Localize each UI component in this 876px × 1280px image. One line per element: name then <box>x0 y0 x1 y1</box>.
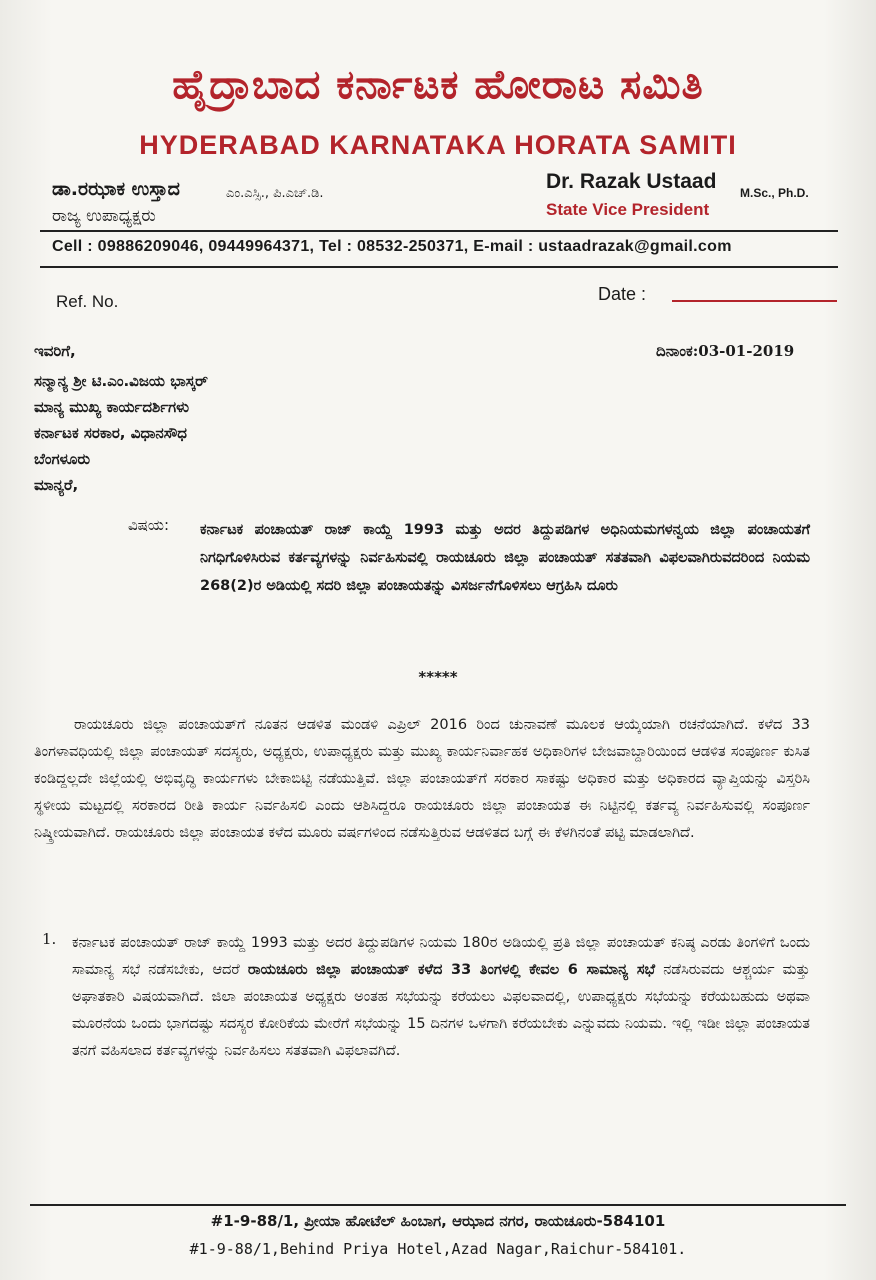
header-bottom-rule <box>40 266 838 268</box>
list-item-emphasis: ರಾಯಚೂರು ಜಿಲ್ಲಾ ಪಂಚಾಯತ್ ಕಳೆದ 33 ತಿಂಗಳಲ್ಲಿ ಕೇವಲ 6 ಸಾಮಾನ್ಯ ಸಭೆ <box>247 962 656 978</box>
section-separator: ***** <box>418 668 458 686</box>
footer-address-english: #1-9-88/1,Behind Priya Hotel,Azad Nagar,Raichur-584101. <box>189 1240 687 1258</box>
list-item <box>72 930 810 1065</box>
recipient-line: ಬೆಂಗಳೂರು <box>34 450 91 468</box>
footer-address-kannada: #1-9-88/1, ಪ್ರೀಯಾ ಹೋಟೆಲ್ ಹಿಂಬಾಗ, ಆಝಾದ ನಗರ, ರಾಯಚೂರು-584101 <box>210 1212 666 1230</box>
date-label: Date : <box>598 284 647 304</box>
subject-label: ವಿಷಯ: <box>128 516 169 534</box>
recipient-line: ಮಾನ್ಯರೆ, <box>34 476 79 494</box>
list-item-text: ನಡೆಸಿರುವದು ಆಶ್ಚರ್ಯ ಮತ್ತು ಅಘಾತಕಾರಿ ವಿಷಯವಾಗಿದೆ. ಜಿಲಾ ಪಂಚಾಯತ ಅಧ್ಯಕ್ಷರು ಅಂತಹ ಸಭೆಯನ್ನು ಕರೆಯಲು ವಿಫಲವಾದಲ್ಲಿ, ಉಪಾಧ್ಯಕ್ಷರು ಸಭೆಯನ್ನು ಕರೆಯಬಹುದು ಅಥವಾ ಮೂರನೆಯ ಒಂದು ಭಾಗದಷ್ಟು ಸದಸ್ಯರ ಕೋರಿಕೆಯ ಮೇರೆಗೆ ಸಭೆಯನ್ನು 15 ದಿನಗಳ ಒಳಗಾಗಿ ಕರೆಯಬೇಕು ಎನ್ನುವದು ನಿಯಮ. ಇಲ್ಲಿ ಇಡೀ ಜಿಲ್ಲಾ ಪಂಚಾಯತ ತನಗೆ ವಹಿಸಲಾದ ಕರ್ತವ್ಯಗಳನ್ನು ನಿರ್ವಹಿಸಲು ಸತತವಾಗಿ ವಿಫಲಾವಗಿದೆ. <box>72 962 810 1059</box>
person-role-kannada: ರಾಜ್ಯ ಉಪಾಧ್ಯಕ್ಷರು <box>52 206 156 226</box>
person-name-english: Dr. Razak Ustaad <box>546 170 717 193</box>
header-top-rule <box>40 230 838 232</box>
body-paragraph: ರಾಯಚೂರು ಜಿಲ್ಲಾ ಪಂಚಾಯತ್‌ಗೆ ನೂತನ ಆಡಳಿತ ಮಂಡಳಿ ಎಪ್ರಿಲ್ 2016 ರಿಂದ ಚುನಾವಣೆ ಮೂಲಕ ಆಯ್ಕೆಯಾಗಿ ರಚನೆಯಾಗಿದೆ. ಕಳೆದ 33 ತಿಂಗಳಾವಧಿಯಲ್ಲಿ ಜಿಲ್ಲಾ ಪಂಚಾಯತ್ ಸದಸ್ಯರು, ಅಧ್ಯಕ್ಷರು, ಉಪಾಧ್ಯಕ್ಷರು ಮತ್ತು ಮುಖ್ಯ ಕಾರ್ಯನಿರ್ವಾಹಕ ಅಧಿಕಾರಿಗಳ ಬೇಜವಾಬ್ದಾರಿಯಿಂದ ಆಡಳಿತ ಸಂಪೂರ್ಣ ಕುಸಿತ ಕಂಡಿದ್ದಲ್ಲದೇ ಜಿಲ್ಲೆಯಲ್ಲಿ ಅಭಿವೃದ್ಧಿ ಕಾರ್ಯಗಳು ಬೇಕಾಬಿಟ್ಟಿ ನಡೆಯುತ್ತಿವೆ. ಜಿಲ್ಲಾ ಪಂಚಾಯತ್‌ಗೆ ಸರಕಾರ ಸಾಕಷ್ಟು ಅಧಿಕಾರ ಮತ್ತು ಅಧಿಕಾರದ ವ್ಯಾಪ್ತಿಯನ್ನು ವಿಸ್ತರಿಸಿ ಸ್ಥಳೀಯ ಮಟ್ಟದಲ್ಲಿ ಸರಕಾರದ ರೀತಿ ಕಾರ್ಯ ನಿರ್ವಹಿಸಲಿ ಎಂದು ಆಶಿಸಿದ್ದರೂ ರಾಯಚೂರು ಜಿಲ್ಲಾ ಪಂಚಾಯತ ಈ ನಿಟ್ಟಿನಲ್ಲಿ ಕರ್ತವ್ಯ ನಿರ್ವಹಿಸುವಲ್ಲಿ ಸಂಪೂರ್ಣ ನಿಷ್ಕ್ರೀಯವಾಗಿದೆ. ರಾಯಚೂರು ಜಿಲ್ಲಾ ಪಂಚಾಯತ ಕಳೆದ ಮೂರು ವರ್ಷಗಳಿಂದ ನಡೆಸುತ್ತಿರುವ ಆಡಳಿತದ ಬಗ್ಗೆ ಈ ಕೆಳಗಿನಂತೆ ಪಟ್ಟಿ ಮಾಡಲಾಗಿದೆ. <box>34 717 810 841</box>
list-item-text: ಕರ್ನಾಟಕ ಪಂಚಾಯತ್ ರಾಜ್ ಕಾಯ್ದೆ 1993 ಮತ್ತು ಅದರ ತಿದ್ದುಪಡಿಗಳ ನಿಯಮ 180ರ ಅಡಿಯಲ್ಲಿ ಪ್ರತಿ ಜಿಲ್ಲಾ ಪಂಚಾಯತ್ ಕನಿಷ್ಠ ಎರಡು ತಿಂಗಳಿಗೆ ಒಂದು ಸಾಮಾನ್ಯ ಸಭೆ ನಡೆಸಬೇಕು, ಆದರೆ <box>72 935 810 978</box>
contact-line: Cell : 09886209046, 09449964371, Tel : 08532-250371, E-mail : ustaadrazak@gmail.com <box>52 238 732 255</box>
list-item-number: 1. <box>42 930 57 948</box>
recipient-address <box>34 368 208 498</box>
subject-text: ಕರ್ನಾಟಕ ಪಂಚಾಯತ್ ರಾಜ್ ಕಾಯ್ದೆ 1993 ಮತ್ತು ಅದರ ತಿದ್ದುಪಡಿಗಳ ಅಧಿನಿಯಮಗಳನ್ವಯ ಜಿಲ್ಲಾ ಪಂಚಾಯತಗೆ ನಿಗಧಿಗೊಳಿಸಿರುವ ಕರ್ತವ್ಯಗಳನ್ನು ನಿರ್ವಹಿಸುವಲ್ಲಿ ರಾಯಚೂರು ಜಿಲ್ಲಾ ಪಂಚಾಯತ್ ಸತತವಾಗಿ ವಿಫಲವಾಗಿರುವದರಿಂದ ನಿಯಮ 268(2)ರ ಅಡಿಯಲ್ಲಿ ಸದರಿ ಜಿಲ್ಲಾ ಪಂಚಾಯತನ್ನು ವಿಸರ್ಜನೆಗೊಳಿಸಲು ಆಗ್ರಹಿಸಿ ದೂರು <box>200 522 810 594</box>
person-name-kannada: ಡಾ.ರಝಾಕ ಉಸ್ತಾದ <box>52 178 180 200</box>
salutation-to: ಇವರಿಗೆ, <box>34 342 76 360</box>
date-blank-line <box>672 300 837 302</box>
person-qualifications-english: M.Sc., Ph.D. <box>740 186 809 200</box>
org-name-kannada: ಹೈದ್ರಾಬಾದ ಕರ್ನಾಟಕ ಹೋರಾಟ ಸಮಿತಿ <box>172 62 704 108</box>
recipient-line: ಮಾನ್ಯ ಮುಖ್ಯ ಕಾರ್ಯದರ್ಶಿಗಳು <box>34 398 190 416</box>
org-name-english: HYDERABAD KARNATAKA HORATA SAMITI <box>139 130 737 160</box>
recipient-line: ಕರ್ನಾಟಕ ಸರಕಾರ, ವಿಧಾನಸೌಧ <box>34 424 187 442</box>
footer-rule <box>30 1204 846 1206</box>
letter-date: ದಿನಾಂಕ:03-01-2019 <box>656 342 795 360</box>
ref-number-label: Ref. No. <box>56 292 119 311</box>
person-role-english: State Vice President <box>546 200 710 219</box>
person-qualifications-kannada: ಎಂ.ಎಸ್ಸಿ., ಪಿ.ಎಚ್.ಡಿ. <box>226 186 324 201</box>
recipient-line: ಸನ್ಮಾನ್ಯ ಶ್ರೀ ಟಿ.ಎಂ.ವಿಜಯ ಭಾಸ್ಕರ್ <box>34 372 208 390</box>
